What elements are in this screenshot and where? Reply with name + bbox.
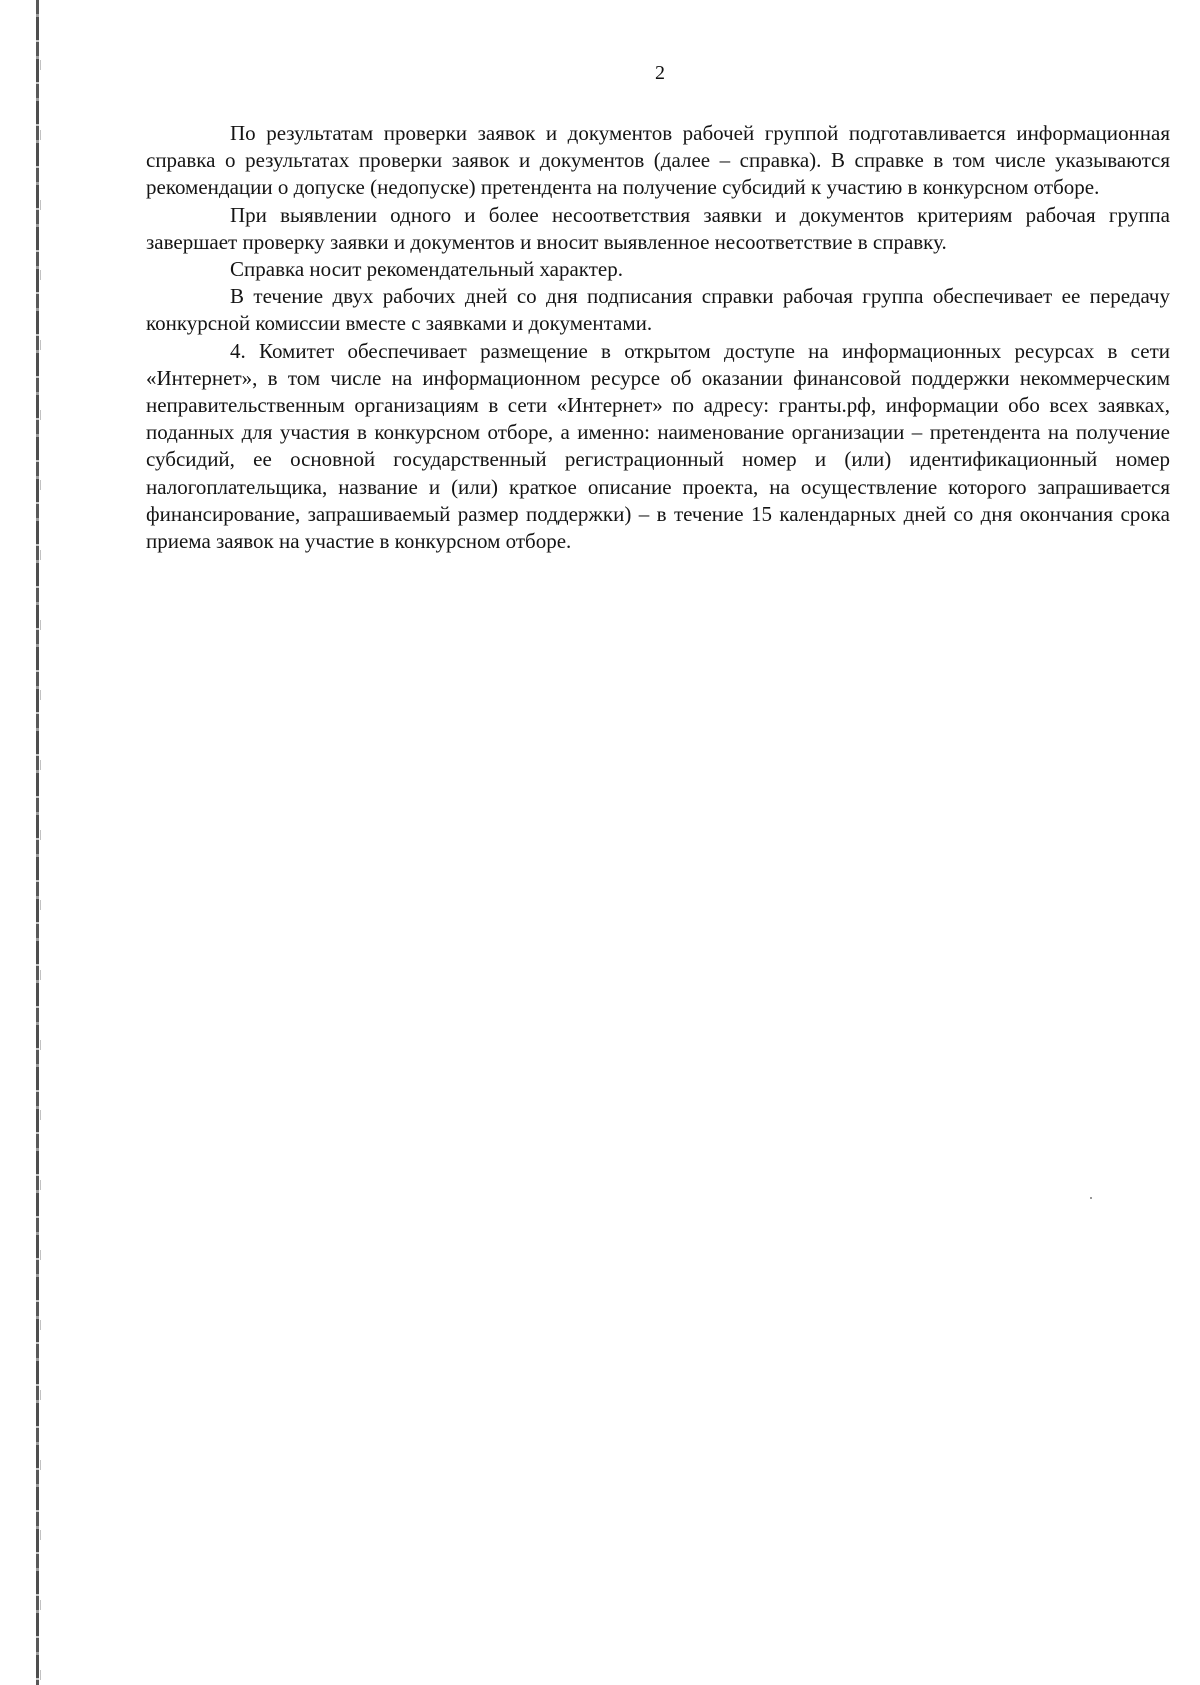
page-number: 2 [655,62,665,84]
paragraph-nonconformity: При выявлении одного и более несоответствия заявки и документов критериям рабочая группа завершает проверку заявки и документов и вносит выявленное несоответствие в справку. [146,202,1170,254]
scan-binding-shadow [40,0,41,1685]
paragraph-publication-clause-4: 4. Комитет обеспечивает размещение в открытом доступе на информационных ресурсах в сети «Интернет», в том числе на информационном ресурсе об оказании финансовой поддержки некоммерческим неправительственным организациям в сети «Интернет» по адресу: гранты.рф, информации обо всех заявках, поданных для участия в конкурсном отборе, а именно: наименование организации – претендента на получение субсидий, ее основной государственный регистрационный номер и (или) идентификационный номер налогоплательщика, название и (или) краткое описание проекта, на осуществление которого запрашивается финансирование, запрашиваемый размер поддержки) – в течение 15 календарных дней со дня окончания срока приема заявок на участие в конкурсном отборе. [146,338,1170,554]
scan-speck [1090,1197,1092,1199]
paragraph-transfer-deadline: В течение двух рабочих дней со дня подписания справки рабочая группа обеспечивает ее передачу конкурсной комиссии вместе с заявками и документами. [146,284,1170,336]
document-body [146,120,1170,555]
scan-binding-edge [36,0,39,1685]
paragraph-verification-results: По результатам проверки заявок и документов рабочей группой подготавливается информационная справка о результатах проверки заявок и документов (далее – справка). В справке в том числе указываются рекомендации о допуске (недопуске) претендента на получение субсидий к участию в конкурсном отборе. [146,121,1170,200]
paragraph-advisory-nature: Справка носит рекомендательный характер. [230,257,623,282]
